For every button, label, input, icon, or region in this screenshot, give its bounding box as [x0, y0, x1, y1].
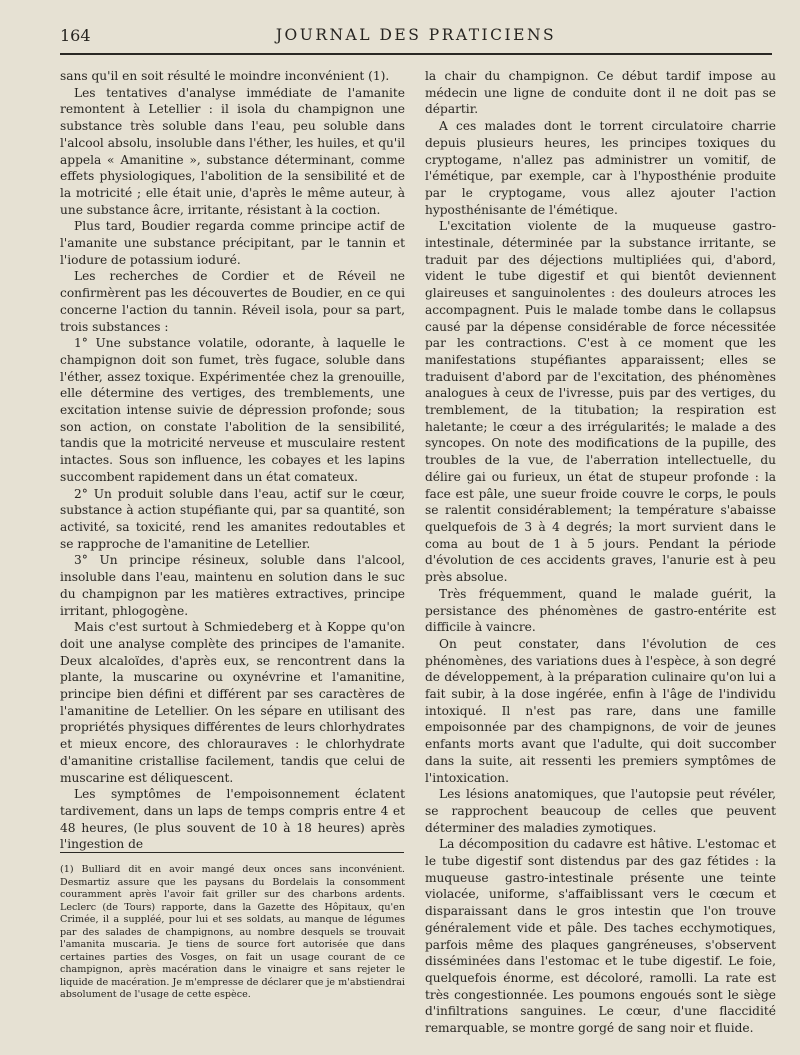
footnote [60, 864, 405, 1002]
paragraph: Les recherches de Cordier et de Réveil ne confirmèrent pas les découvertes de Boudier, en ce qui concerne l'action du tannin. Réveil isola, pour sa part, trois substances : [60, 269, 405, 334]
paragraph: 3° Un principe résineux, soluble dans l'alcool, insoluble dans l'eau, maintenu en solution dans le suc du champignon par les matières extractives, principe irritant, phlogogène. [60, 553, 405, 618]
paragraph: Les tentatives d'analyse immédiate de l'amanite remontent à Letellier : il isola du champignon une substance très soluble dans l'eau, peu soluble dans l'alcool absolu, insoluble dans l'éther, les huiles, et qu'il appela « Amanitine », substance déterminant, comme effets physiologiques, l'abolition de la sensibilité et de la motricité ; elle était unie, d'après le même auteur, à une substance âcre, irritante, résistant à la coction. [60, 85, 405, 217]
paragraph: Les lésions anatomiques, que l'autopsie peut révéler, se rapprochent beaucoup de celles que peuvent déterminer des maladies zymotiques. [425, 787, 776, 835]
paragraph: La décomposition du cadavre est hâtive. L'estomac et le tube digestif sont distendus par des gaz fétides : la muqueuse gastro-intestinale présente une teinte violacée, uniforme, s'affaiblissant vers le cœcum et disparaissant dans le gros intestin que l'on trouve généralement vide et pâle. Des taches ecchymotiques, parfois même des plaques gangréneuses, s'observent disséminées dans l'estomac et le tube digestif. Le foie, quelquefois énorme, est décoloré, ramolli. La rate est très congestionnée. Les poumons engoués sont le siège d'infiltrations sanguines. Le cœur, d'une flaccidité remarquable, se montre gorgé de sang noir et fluide. [425, 837, 776, 1036]
header-rule [60, 53, 772, 55]
page-header [60, 26, 772, 50]
paragraph: On peut constater, dans l'évolution de ces phénomènes, des variations dues à l'espèce, à son degré de développement, à la préparation culinaire qu'on lui a fait subir, à la dose ingérée, enfin à l'âge de l'individu intoxiqué. Il n'est pas rare, dans une famille empoisonnée par des champignons, de voir de jeunes enfants morts avant que l'adulte, qui doit succomber dans la suite, ait ressenti les premiers symptômes de l'intoxication. [425, 636, 776, 785]
right-column [425, 68, 776, 1037]
paragraph: A ces malades dont le torrent circulatoire charrie depuis plusieurs heures, les principes toxiques du cryptogame, n'allez pas administrer un vomitif, de l'émétique, par exemple, car à l'hyposthénie produite par le cryptogame, vous allez ajouter l'action hyposthénisante de l'émétique. [425, 119, 776, 217]
paragraph: Les symptômes de l'empoisonnement éclatent tardivement, dans un laps de temps compris entre 4 et 48 heures, (le plus souvent de 10 à 18 heures) après l'ingestion de [60, 787, 405, 852]
footnote-text: (1) Bulliard dit en avoir mangé deux onces sans inconvénient. Desmartiz assure que les paysans du Bordelais la consomment couramment après l'avoir fait griller sur des charbons ardents. Leclerc (de Tours) rapporte, dans la Gazette des Hôpitaux, qu'en Crimée, il a suppléé, pour lui et ses soldats, au manque de légumes par des salades de champignons, au nombre desquels se trouvait l'amanita muscaria. Je tiens de source fort autorisée que dans certaines parties des Vosges, on fait un usage courant de ce champignon, après macération dans le vinaigre et sans rejeter le liquide de macération. Je m'empresse de déclarer que je m'abstiendrai absolument de l'usage de cette espèce. [60, 864, 405, 1000]
paragraph: 1° Une substance volatile, odorante, à laquelle le champignon doit son fumet, très fugace, soluble dans l'éther, assez toxique. Expérimentée chez la grenouille, elle détermine des vertiges, des tremblements, une excitation intense suivie de dépression profonde; sous son action, on constate l'abolition de la sensibilité, tandis que la motricité nerveuse et musculaire restent intactes. Sous son influence, les cobayes et les lapins succombent rapidement dans un état comateux. [60, 336, 405, 484]
footnote-rule [60, 852, 404, 853]
paragraph: L'excitation violente de la muqueuse gastro-intestinale, déterminée par la substance irritante, se traduit par des déjections multipliées qui, d'abord, vident le tube digestif et qui bientôt deviennent glaireuses et sanguinolentes : des douleurs atroces les accompagnent. Puis le malade tombe dans le collapsus causé par la dépense considérable de force nécessitée par les contractions. C'est à ce moment que les manifestations stupéfiantes apparaissent; elles se traduisent d'abord par de l'excitation, des phénomènes analogues à ceux de l'ivresse, puis par des vertiges, du tremblement, de la titubation; la respiration est haletante; le cœur a des irrégularités; le malade a des syncopes. On note des modifications de la pupille, des troubles de la vue, de l'aberration intellectuelle, du délire gai ou furieux, un état de stupeur profonde : la face est pâle, une sueur froide couvre le corps, le pouls se ralentit considérablement; la température s'abaisse quelquefois de 3 à 4 degrés; la mort survient dans le coma au bout de 1 à 5 jours. Pendant la période d'évolution de ces accidents graves, l'anurie est à peu près absolue. [425, 219, 776, 585]
left-column [60, 68, 405, 853]
paragraph: Plus tard, Boudier regarda comme principe actif de l'amanite une substance précipitant, par le tannin et l'iodure de potassium ioduré. [60, 219, 405, 267]
paragraph: Mais c'est surtout à Schmiedeberg et à Koppe qu'on doit une analyse complète des principes de l'amanite. Deux alcaloïdes, d'après eux, se rencontrent dans la plante, la muscarine ou oxynévrine et l'amanitine, principe bien défini et différent par ses caractères de l'amanitine de Letellier. On les sépare en utilisant des propriétés physiques différentes de leurs chlorhydrates et mieux encore, des chlorauraves : le chlorhydrate d'amanitine cristallise facilement, tandis que celui de muscarine est déliquescent. [60, 620, 405, 785]
paragraph: Très fréquemment, quand le malade guérit, la persistance des phénomènes de gastro-entérite est difficile à vaincre. [425, 586, 776, 635]
paragraph: 2° Un produit soluble dans l'eau, actif sur le cœur, substance à action stupéfiante qui, par sa quantité, son activité, sa toxicité, rend les amanites redoutables et se rapproche de l'amanitine de Letellier. [60, 486, 405, 551]
paragraph: sans qu'il en soit résulté le moindre inconvénient (1). [60, 69, 390, 83]
page-number: 164 [60, 26, 91, 45]
running-title: JOURNAL DES PRATICIENS [275, 26, 557, 44]
paragraph: la chair du champignon. Ce début tardif impose au médecin une ligne de conduite dont il ne doit pas se départir. [425, 69, 776, 117]
